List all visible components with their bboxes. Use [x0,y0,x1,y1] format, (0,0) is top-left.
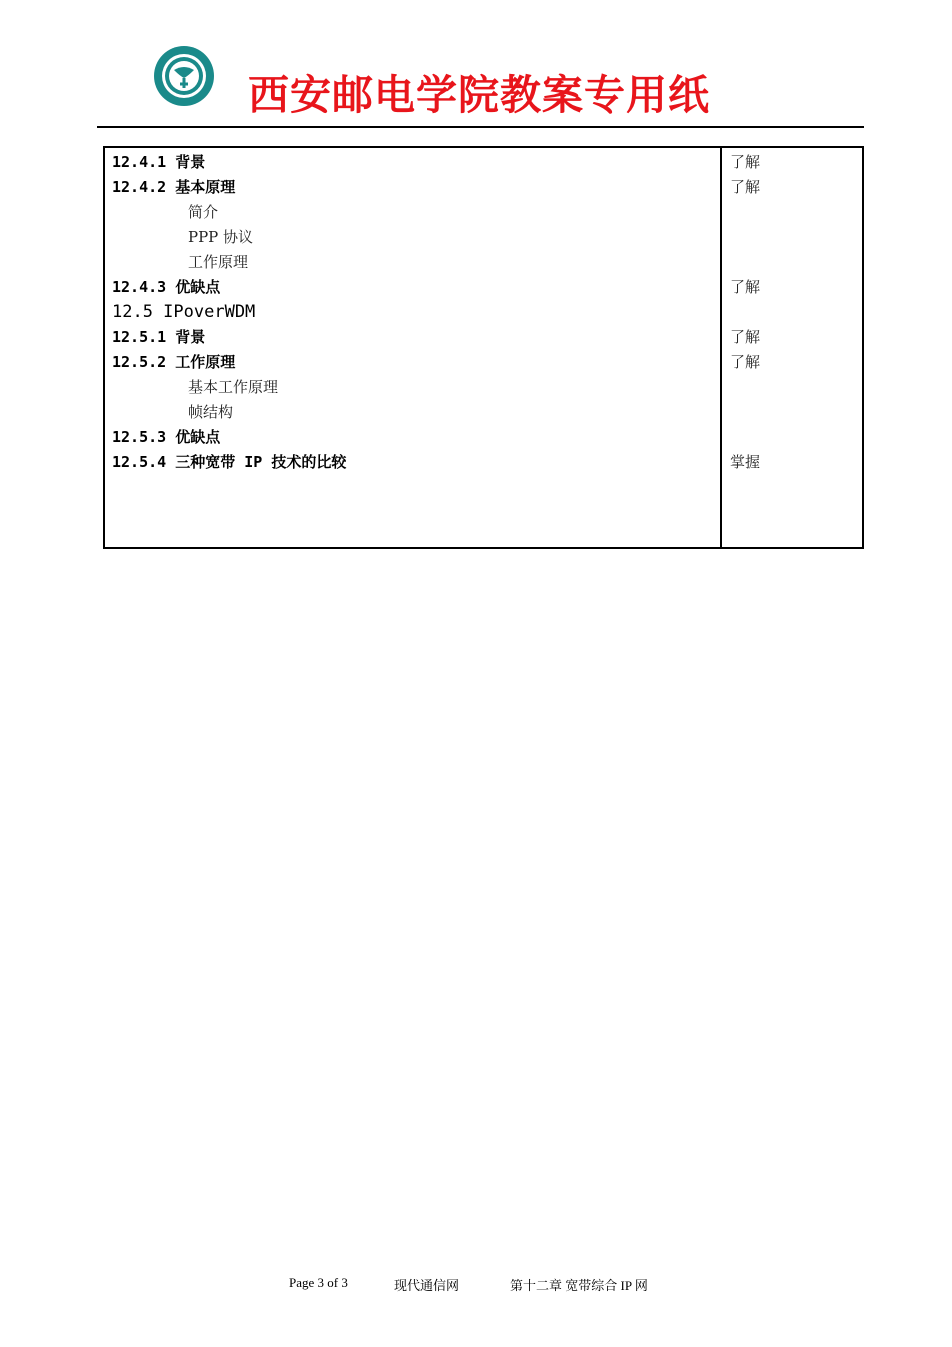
subtopic-label: 帧结构 [188,403,234,421]
header-divider [97,126,864,128]
table-row [105,450,862,475]
footer-course-name: 现代通信网 [394,1278,460,1293]
table-row [105,275,862,300]
section-heading: 12.5 IPoverWDM [112,302,256,322]
syllabus-table [103,146,864,549]
table-row [105,300,862,325]
requirement-level: 了解 [730,153,761,171]
requirement-level: 掌握 [730,453,761,471]
page-header [0,0,952,128]
footer-chapter: 第十二章 宽带综合 IP 网 [510,1278,648,1293]
subtopic-label: 基本工作原理 [188,378,279,396]
section-heading: 12.4.3 优缺点 [112,278,221,296]
section-heading: 12.4.1 背景 [112,153,206,171]
requirement-level: 了解 [730,278,761,296]
requirement-level: 了解 [730,353,761,371]
page-footer [0,1275,952,1295]
section-heading: 12.5.3 优缺点 [112,428,221,446]
table-row [105,325,862,350]
subtopic-label: PPP 协议 [188,228,254,246]
table-row [105,250,862,275]
table-row [105,150,862,175]
requirement-level: 了解 [730,328,761,346]
table-row [105,425,862,450]
table-row [105,350,862,375]
footer-page-number: Page 3 of 3 [289,1275,348,1290]
school-logo-icon [152,44,216,108]
table-row [105,175,862,200]
section-heading: 12.4.2 基本原理 [112,178,236,196]
subtopic-label: 工作原理 [188,253,249,271]
section-heading: 12.5.1 背景 [112,328,206,346]
requirement-level: 了解 [730,178,761,196]
page-title: 西安邮电学院教案专用纸 [248,71,710,119]
section-heading: 12.5.4 三种宽带 IP 技术的比较 [112,453,347,471]
subtopic-label: 简介 [188,203,219,221]
table-row [105,375,862,400]
table-row [105,400,862,425]
section-heading: 12.5.2 工作原理 [112,353,236,371]
table-row [105,225,862,250]
table-row [105,200,862,225]
